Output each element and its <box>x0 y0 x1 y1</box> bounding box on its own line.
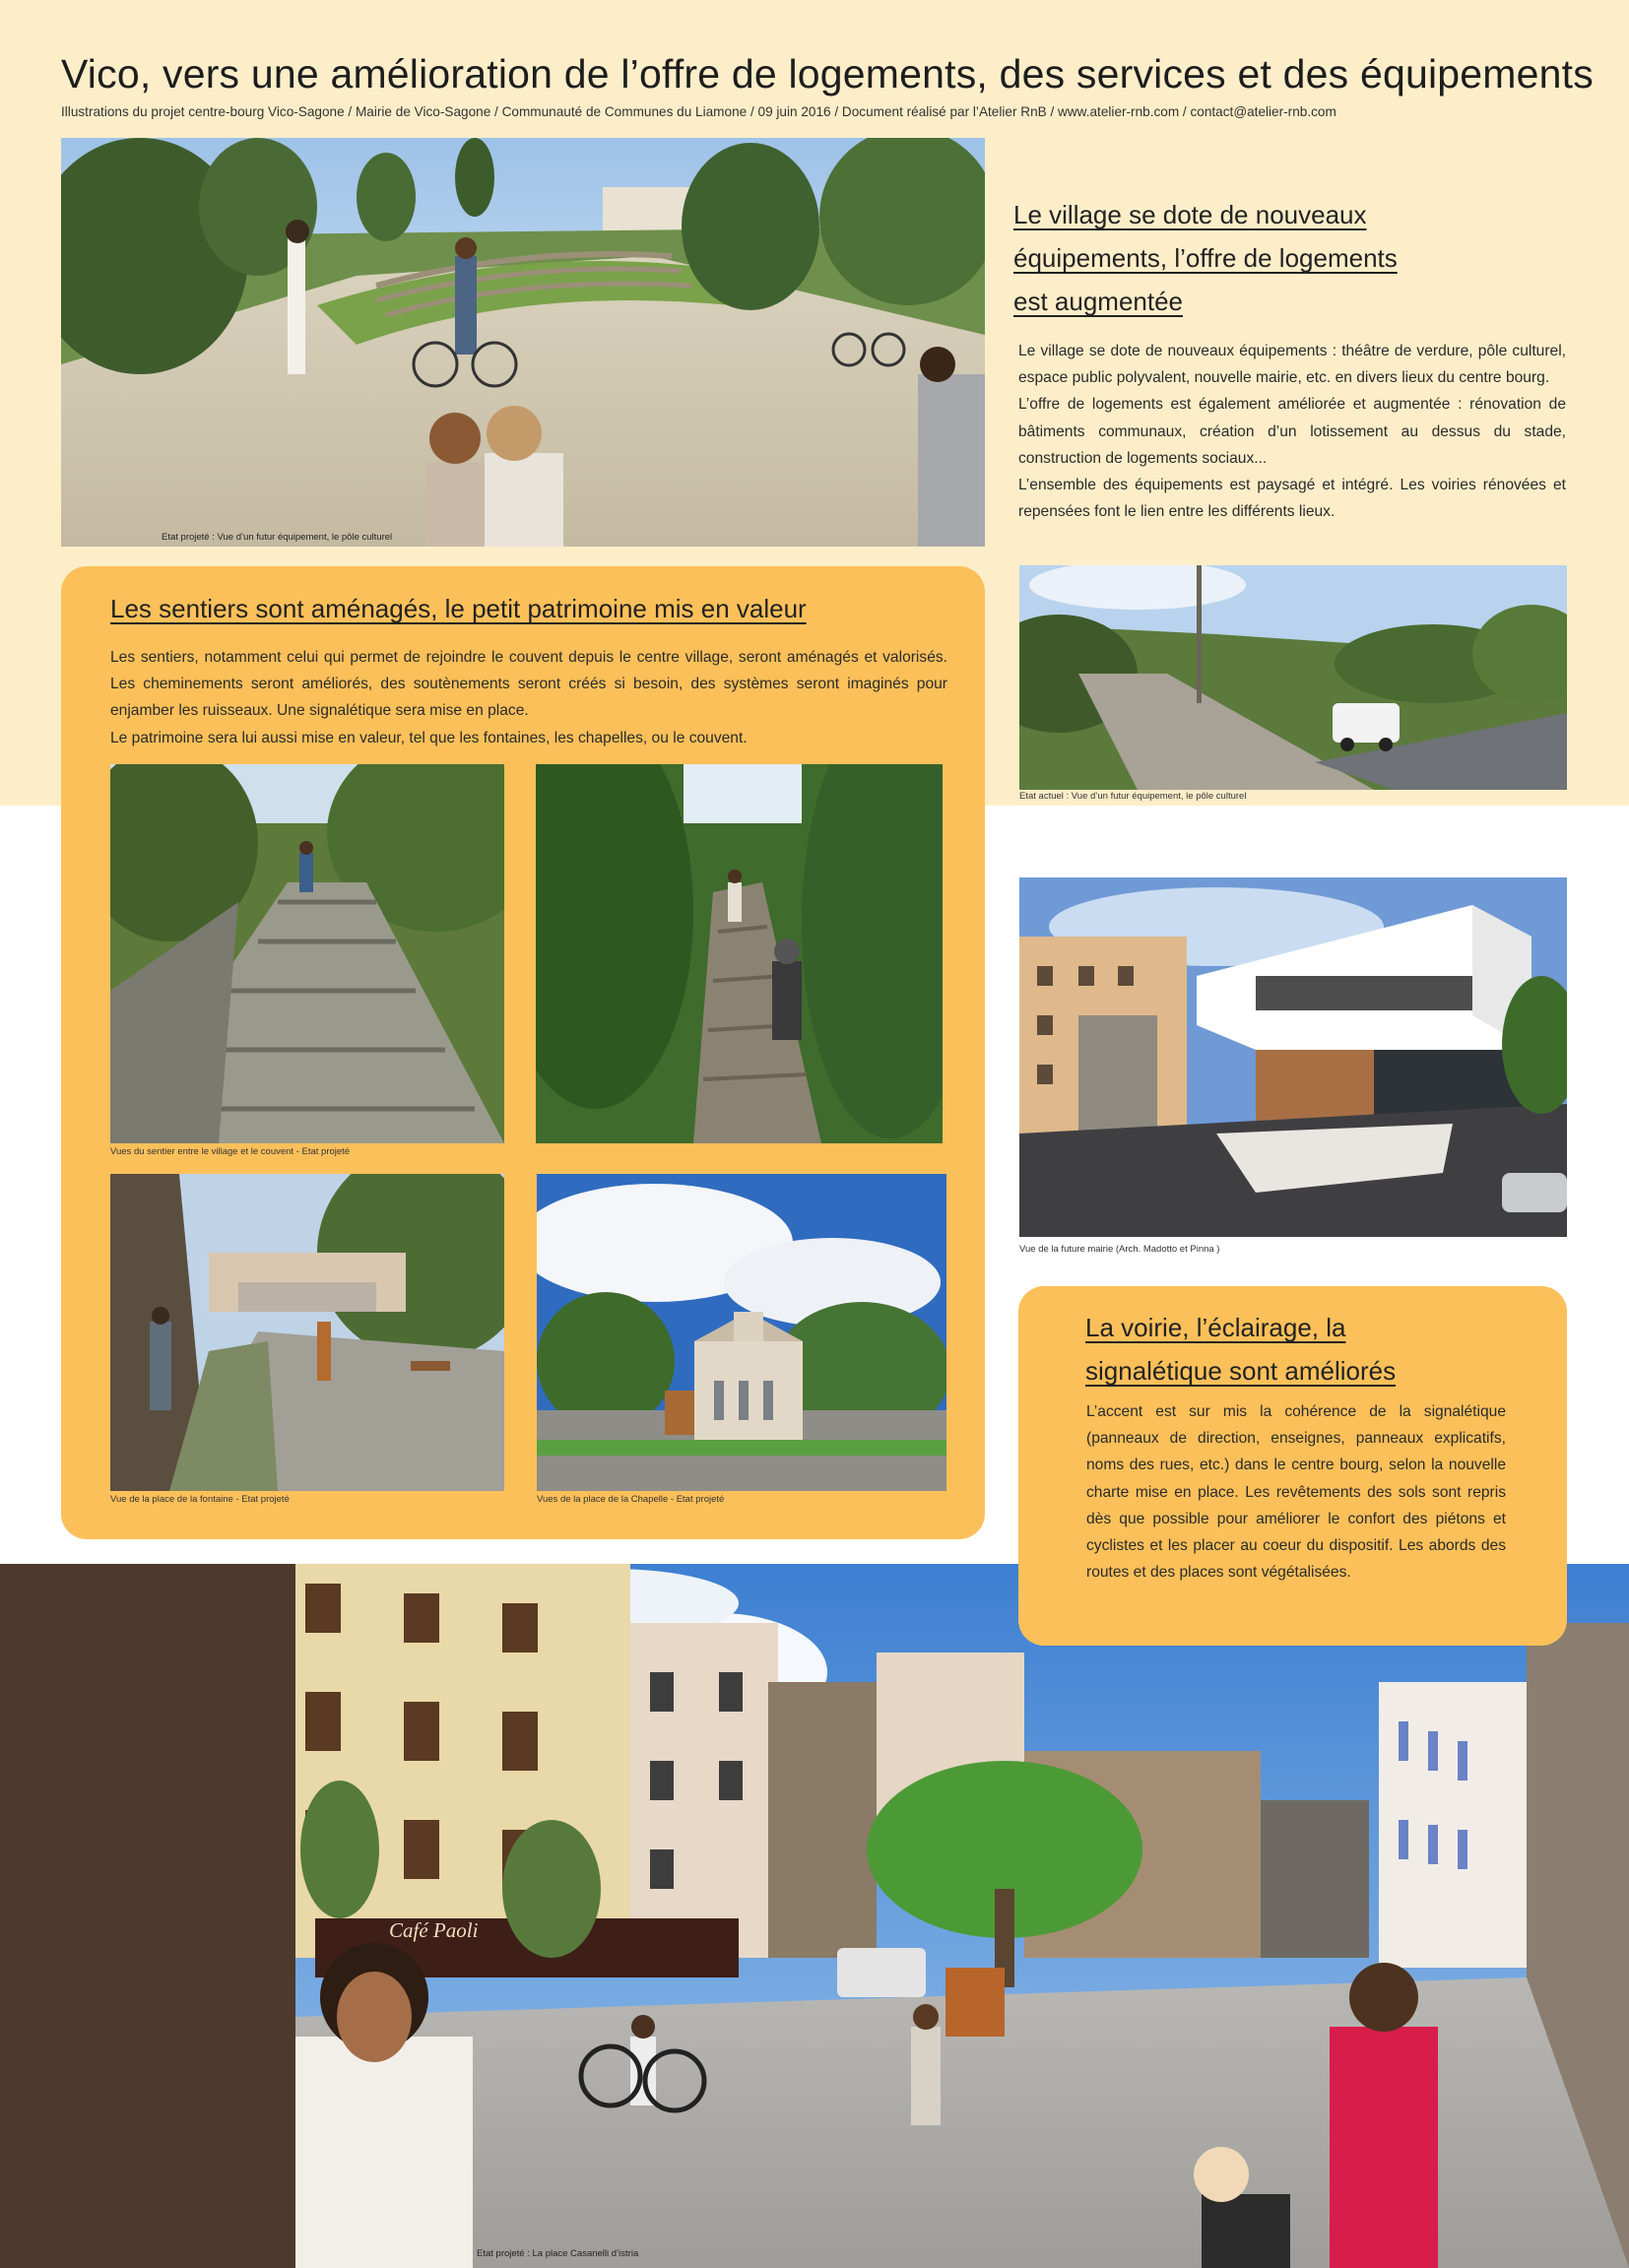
mairie-render <box>1019 877 1567 1237</box>
text-sentiers <box>110 644 947 751</box>
sentier-photo-forest <box>536 764 943 1143</box>
page-title: Vico, vers une amélioration de l’offre de logements, des services et des équipements <box>61 51 1594 97</box>
place-casanelli-image <box>0 1564 1629 2268</box>
hero-caption: Etat projeté : Vue d’un futur équipement, le pôle culturel <box>162 532 393 543</box>
paragraph: Les sentiers, notamment celui qui permet de rejoindre le couvent depuis le centre village, seront aménagés et valorisés. Les cheminements seront améliorés, des soutènements seront créés si besoin, des systèmes seront imaginés pour enjamber les ruisseaux. Une signalétique sera mise en place. <box>110 649 947 720</box>
text-voirie <box>1086 1398 1506 1586</box>
paragraph: L’accent est sur mis la cohérence de la signalétique (panneaux de direction, enseignes, panneaux explicatifs, noms des rues, etc.) dans le centre bourg, selon la nouvelle charte mise en place. Les revêtements des sols sont repris dès que possible pour améliorer le confort des piétons et cyclistes et les placer au coeur du dispositif. Les abords des routes et des places sont végétalisées. <box>1086 1403 1506 1582</box>
fontaine-photo <box>110 1174 504 1491</box>
heading-sentiers: Les sentiers sont aménagés, le petit patrimoine mis en valeur <box>110 594 807 623</box>
road-photo-current-state <box>1019 565 1567 790</box>
sentier-photo-steps <box>110 764 504 1143</box>
caption-sentier: Vues du sentier entre le village et le couvent - Etat projeté <box>110 1146 351 1157</box>
text-equipements <box>1018 338 1566 525</box>
heading-equipements: Le village se dote de nouveaux équipements, l’offre de logements est augmentée <box>1013 200 1398 316</box>
chapelle-photo <box>537 1174 946 1491</box>
cafe-sign: Café Paoli <box>389 1918 479 1942</box>
paragraph: L’ensemble des équipements est paysagé et intégré. Les voiries rénovées et repensées font le lien entre les différents lieux. <box>1018 477 1566 521</box>
paragraph: Le village se dote de nouveaux équipements : théâtre de verdure, pôle culturel, espace public polyvalent, nouvelle mairie, etc. en divers lieux du centre bourg. <box>1018 343 1566 387</box>
road-caption: Etat actuel : Vue d’un futur équipement, le pôle culturel <box>1019 791 1247 802</box>
paragraph: Le patrimoine sera lui aussi mise en valeur, tel que les fontaines, les chapelles, ou le couvent. <box>110 729 748 746</box>
mairie-caption: Vue de la future mairie (Arch. Madotto et Pinna ) <box>1019 1244 1220 1255</box>
place-caption: Etat projeté : La place Casanelli d’istria <box>477 2248 639 2259</box>
paragraph: L’offre de logements est également améliorée et augmentée : rénovation de bâtiments communaux, création d’un lotissement au dessus du stade, construction de logements sociaux... <box>1018 396 1566 467</box>
heading-voirie: La voirie, l’éclairage, la signalétique sont améliorés <box>1085 1313 1397 1386</box>
page-subtitle: Illustrations du projet centre-bourg Vico-Sagone / Mairie de Vico-Sagone / Communauté de Communes du Liamone / 09 juin 2016 / Document réalisé par l’Atelier RnB / www.atelier-rnb.com / contact@atelier-rnb.com <box>61 104 1336 119</box>
hero-image-pole-culturel <box>61 138 985 547</box>
caption-fontaine: Vue de la place de la fontaine - Etat projeté <box>110 1494 290 1505</box>
caption-chapelle: Vues de la place de la Chapelle - Etat projeté <box>537 1494 725 1505</box>
